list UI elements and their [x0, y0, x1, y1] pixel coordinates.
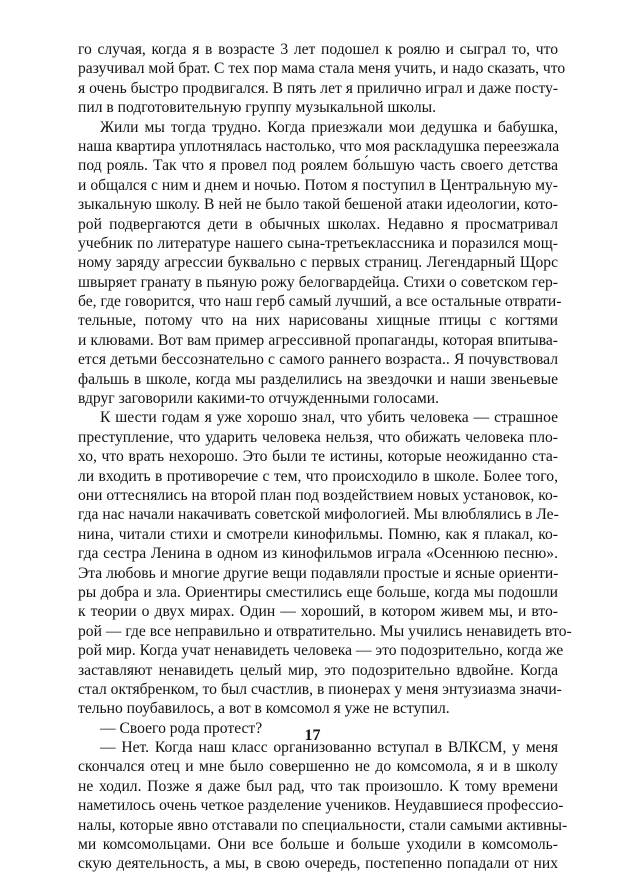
text-line: ется детьми бессознательно с самого раннего возраста.. Я почувствовал: [78, 351, 558, 369]
text-line: не ходил. Позже я даже был рад, что так произошло. К тому времени: [78, 777, 558, 795]
text-line: рой мир. Когда учат ненавидеть человека — это подозрительно, когда же: [78, 642, 564, 660]
paragraph: [78, 738, 568, 874]
text-line: — Своего рода протест?: [100, 719, 263, 737]
text-line: ли входить в противоречие с тем, что происходило в школе. Более того,: [78, 467, 558, 485]
text-line: рой — где все неправильно и отвратительно. Мы учились ненавидеть вто-: [78, 622, 572, 640]
text-line: гда нас начали накачивать советской мифологией. Мы влюблялись в Ле-: [78, 506, 559, 524]
text-line: они оттеснялись на второй план под воздействием новых установок, ко-: [78, 486, 558, 504]
text-line: наша квартира уплотнялась настолько, что моя раскладушка переезжала: [78, 137, 560, 155]
text-line: скончался отец и мне было совершенно не до комсомола, я и в школу: [78, 758, 558, 776]
text-line: гда сестра Ленина в одном из кинофильмов играла «Осеннюю песню».: [78, 545, 558, 563]
text-line: налы, которые явно отставали по специальности, стали самыми активны-: [78, 816, 568, 834]
text-line: рой подвергаются дети в обычных школах. Недавно я просматривал: [78, 215, 558, 233]
text-line: наметилось очень четкое разделение учеников. Неудавшиеся профессио-: [78, 797, 564, 815]
text-line: го случая, когда я в возрасте 3 лет подошел к роялю и сыграл то, что: [78, 41, 558, 58]
text-line: и клювами. Вот вам пример агрессивной пропаганды, которая впитыва-: [78, 331, 558, 349]
paragraph: [78, 118, 562, 409]
text-line: тельно поубавилось, а вот в комсомол я уже не вступил.: [78, 700, 450, 718]
text-line: — Нет. Когда наш класс организованно вступал в ВЛКСМ, у меня: [100, 739, 558, 757]
text-line: нина, читали стихи и смотрели кинофильмы. Помню, как я плакал, ко-: [78, 525, 558, 543]
paragraph: [78, 40, 566, 118]
text-line: К шести годам я уже хорошо знал, что убить человека — страшное: [100, 409, 558, 427]
text-line: заставляют ненавидеть целый мир, это подозрительно вдвойне. Когда: [78, 661, 558, 679]
text-line: под рояль. Так что я провел под роялем бо́льшую часть своего детства: [78, 157, 558, 175]
text-line: ному заряду агрессии буквально с первых страниц. Легендарный Щорс: [78, 254, 558, 272]
text-line: ми комсомольцами. Они все больше и больше уходили в комсомоль-: [78, 836, 558, 854]
text-line: учебник по литературе нашего сына-третьеклассника и поразился мощ-: [78, 234, 558, 252]
text-line: к теории о двух мирах. Один — хороший, в котором живем мы, и вто-: [78, 603, 558, 621]
text-line: Жили мы тогда трудно. Когда приезжали мои дедушка и бабушка,: [100, 118, 558, 136]
text-line: ры добра и зла. Ориентиры сместились еще больше, когда мы подошли: [78, 583, 558, 601]
text-line: швыряет гранату в пьяную рожу белогвардейца. Стихи о советском гер-: [78, 273, 558, 291]
text-line: вдруг заговорили какими-то отчужденными голосами.: [78, 390, 440, 408]
text-line: скую деятельность, а мы, в свою очередь, постепенно попадали от них: [78, 855, 558, 873]
text-line: я очень быстро продвигался. В пять лет я прилично играл и даже посту-: [78, 79, 559, 97]
body-text: [78, 40, 572, 874]
text-line: тельные, потому что на них нарисованы хищные птицы с когтями: [78, 312, 558, 330]
text-line: преступление, что ударить человека нельзя, что обижать человека пло-: [78, 428, 558, 446]
text-line: хо, что врать нехорошо. Это были те истины, которые неожиданно ста-: [78, 448, 558, 466]
paragraph: [78, 408, 572, 718]
text-line: бе, где говорится, что наш герб самый лучший, а все остальные отврати-: [78, 293, 562, 311]
text-line: и общался с ним и днем и ночью. Потом я поступил в Центральную му-: [78, 176, 558, 194]
text-line: Эта любовь и многие другие вещи подавляли простые и ясные ориенти-: [78, 564, 559, 582]
text-line: пил в подготовительную группу музыкальной школы.: [78, 99, 436, 117]
text-line: зыкальную школу. В ней не было такой бешеной атаки идеологии, кото-: [78, 196, 558, 214]
text-line: разучивал мой брат. С тех пор мама стала меня учить, и надо сказать, что: [78, 60, 566, 78]
text-line: стал октябренком, то был счастлив, в пионерах у меня энтузиазма значи-: [78, 680, 562, 698]
text-line: фальшь в школе, когда мы разделились на звездочки и наши звеньевые: [78, 370, 558, 388]
page-number: 17: [304, 727, 321, 744]
